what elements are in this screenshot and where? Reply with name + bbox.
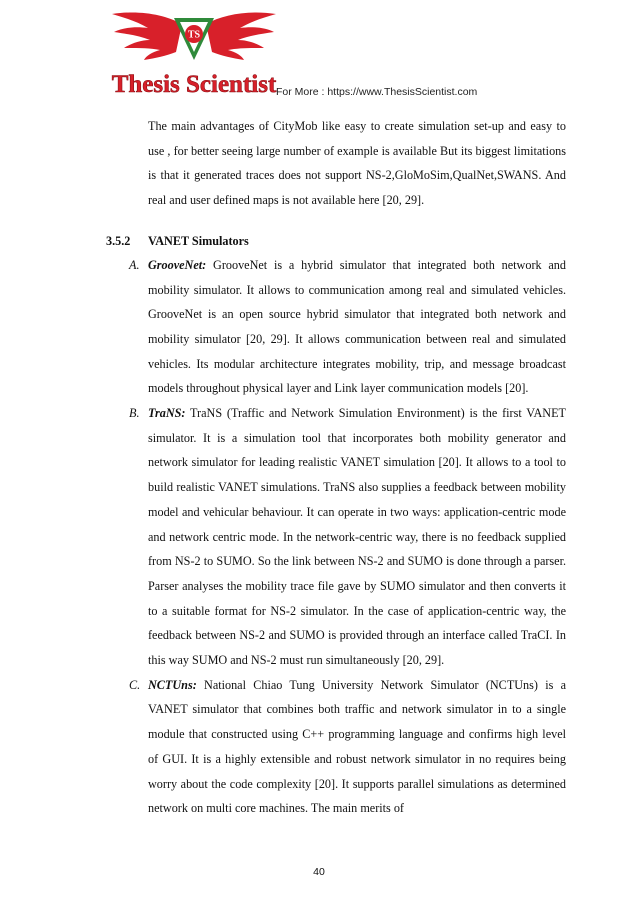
section-title: VANET Simulators	[148, 233, 249, 248]
list-item-letter: A.	[129, 257, 140, 272]
list-item-groovenet	[106, 253, 566, 401]
thesis-scientist-logo	[104, 8, 284, 100]
list-item-text: National Chiao Tung University Network Simulator (NCTUns) is a VANET simulator that combines both traffic and network simulator in to a single module that constructed using C++ programming language and confirms high level of GUI. It is a highly extensible and robust network simulator in no requires being worry about the code complexity [20]. It supports parallel simulations as determined network on multi core machines. The main merits of	[148, 677, 566, 816]
list-item-term: TraNS:	[148, 406, 186, 421]
list-item-text: TraNS (Traffic and Network Simulation Environment) is the first VANET simulator. It is a simulation tool that incorporates both mobility generator and network simulator for leading realistic VANET simulation [20]. It allows to a tool to build realistic VANET simulations. TraNS also supplies a feedback between mobility model and vehicular behaviour. It can operate in two ways: application-centric mode and network centric mode. In the network-centric way, there is no feedback supplied from NS-2 to SUMO. So the link between NS-2 and SUMO is done through a parser. Parser analyses the mobility trace file gave by SUMO simulator and then converts it to a suitable format for NS-2 simulator. In the case of application-centric way, the feedback between NS-2 and SUMO is provided through an interface called TraCI. In this way SUMO and NS-2 must run simultaneously [20, 29].	[148, 406, 566, 668]
page-number: 40	[313, 866, 325, 878]
right-wing-icon	[206, 12, 276, 60]
list-item-letter: B.	[129, 406, 140, 421]
logo-monogram: TS	[187, 29, 201, 41]
list-item-letter: C.	[129, 677, 141, 692]
list-item-nctuns	[106, 673, 566, 821]
list-item-paragraph	[148, 401, 566, 673]
header-website-link[interactable]: For More : https://www.ThesisScientist.com	[276, 86, 478, 98]
left-wing-icon	[112, 12, 182, 60]
page-content	[106, 114, 566, 821]
page-header	[0, 0, 638, 110]
list-item-paragraph	[148, 673, 566, 821]
brand-text: Thesis Scientist	[111, 71, 277, 98]
list-item-text: GrooveNet is a hybrid simulator that integrated both network and mobility simulator. It allows to communication among real and simulated vehicles. GrooveNet is an open source hybrid simulator that integrated both network and mobility simulator [20, 29]. It allows communication between real and simulated vehicles. Its modular architecture integrates mobility, trip, and message broadcast models throughout physical layer and Link layer communication models [20].	[148, 257, 566, 396]
list-item-trans	[106, 401, 566, 673]
list-item-paragraph	[148, 253, 566, 401]
list-item-term: GrooveNet:	[148, 257, 207, 272]
section-number: 3.5.2	[106, 233, 131, 248]
intro-paragraph: The main advantages of CityMob like easy to create simulation set-up and easy to use , for better seeing large number of example is available But its biggest limitations is that it generated traces does not support NS-2,GloMoSim,QualNet,SWANS. And real and user defined maps is not available here [20, 29].	[148, 119, 566, 208]
section-heading	[106, 229, 566, 253]
list-item-term: NCTUns:	[148, 677, 197, 692]
